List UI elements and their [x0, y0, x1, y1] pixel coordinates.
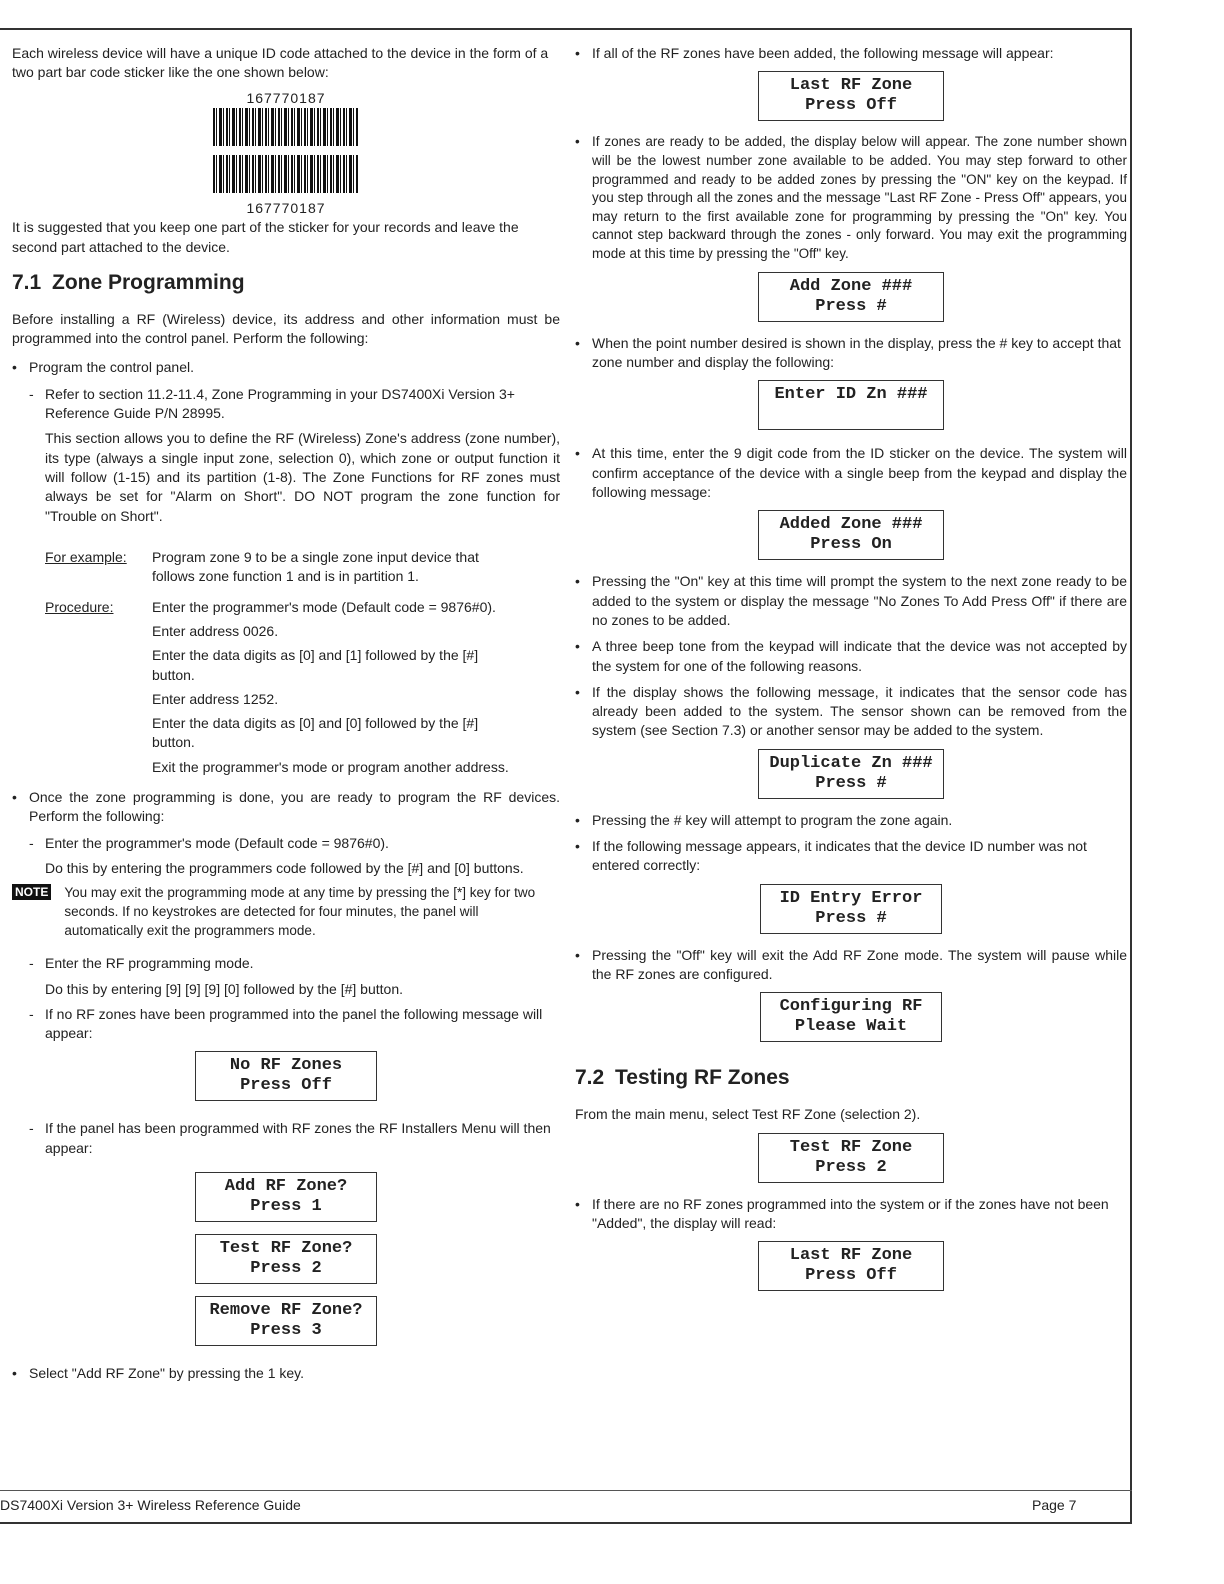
lcd-configuring: Configuring RF Please Wait	[760, 992, 942, 1042]
example-label: For example:	[45, 548, 127, 565]
section-heading-7-2	[575, 1064, 1127, 1093]
lcd-no-rf-zones: No RF Zones Press Off	[195, 1051, 377, 1101]
lcd-add-zone: Add Zone ### Press #	[758, 272, 944, 322]
procedure-step: Enter address 0026.	[152, 622, 279, 639]
page-frame-top	[0, 28, 1132, 30]
bullet-enter-code: • At this time, enter the 9 digit code from the ID sticker on the device. The system will confirm acceptance of the device with a single beep from the keypad and display the following message:	[575, 444, 1127, 502]
section-number: 7.2	[575, 1066, 605, 1090]
lcd-enter-id: Enter ID Zn ###	[758, 380, 944, 430]
lcd-added-zone: Added Zone ### Press On	[758, 510, 944, 560]
do-this-9990: Do this by entering [9] [9] [9] [0] followed by the [#] button.	[45, 980, 403, 997]
section-title: Testing RF Zones	[615, 1066, 790, 1090]
intro-paragraph: Each wireless device will have a unique ID code attached to the device in the form of a two part bar code sticker like the one shown below:	[12, 45, 549, 81]
lcd-test-rf-zone: Test RF Zone? Press 2	[195, 1234, 377, 1284]
do-this-code: Do this by entering the programmers code followed by the [#] and [0] buttons.	[45, 860, 524, 877]
bullet-three-beep: • A three beep tone from the keypad will indicate that the device was not accepted by the system for one of the following reasons.	[575, 637, 1127, 676]
footer-page-number: Page 7	[1032, 1497, 1077, 1513]
footer-rule	[0, 1490, 1132, 1491]
dash-enter-programmer: - Enter the programmer's mode (Default code = 9876#0).	[12, 834, 560, 853]
keep-part-paragraph: It is suggested that you keep one part of the sticker for your records and leave the second part attached to the device.	[12, 219, 519, 255]
bullet-id-error: • If the following message appears, it indicates that the device ID number was not entered correctly:	[575, 837, 1127, 876]
dash-refer: - Refer to section 11.2-11.4, Zone Programming in your DS7400Xi Version 3+ Reference Guide P/N 28995.	[12, 385, 560, 424]
procedure-step: Enter the data digits as [0] and [0] followed by the [#] button.	[152, 715, 479, 751]
lcd-add-rf-zone: Add RF Zone? Press 1	[195, 1172, 377, 1222]
bullet-once-done: • Once the zone programming is done, you are ready to program the RF devices. Perform the following:	[12, 788, 560, 827]
barcode-number-top: 167770187	[246, 89, 326, 106]
dash-rf-mode: - Enter the RF programming mode.	[12, 954, 560, 973]
section-heading-7-1	[12, 269, 560, 298]
bullet-all-added: • If all of the RF zones have been added, the following message will appear:	[575, 44, 1127, 63]
procedure-label: Procedure:	[45, 598, 114, 615]
note-badge: NOTE	[12, 884, 51, 900]
footer-title: DS7400Xi Version 3+ Wireless Reference Guide	[0, 1497, 301, 1513]
procedure-step: Exit the programmer's mode or program another address.	[152, 758, 509, 775]
lcd-id-entry-error: ID Entry Error Press #	[760, 884, 942, 934]
procedure-step: Enter the programmer's mode (Default code = 9876#0).	[152, 598, 496, 615]
barcode-bottom	[213, 155, 359, 193]
barcode-sticker	[12, 90, 560, 217]
lcd-test-rf-zone-2: Test RF Zone Press 2	[758, 1133, 944, 1183]
dash-no-rf: - If no RF zones have been programmed into the panel the following message will appear:	[12, 1005, 560, 1044]
bullet-duplicate: • If the display shows the following message, it indicates that the sensor code has already been added to the system. The sensor shown can be removed from the system (see Section 7.3) or another sensor may be added to the system.	[575, 683, 1127, 741]
bullet-zones-ready: • If zones are ready to be added, the display below will appear. The zone number shown will be the lowest number zone available to be added. You may step forward to other programmed and ready to be added zones by pressing the "ON" key on the keypad. If you step through all the zones and the message "Last RF Zone - Press Off" appears, you may return to the first available zone for programming by pressing the "On" key. You cannot step backward through the zones - only forward. You may exit the programming mode at this time by pressing the "Off" key.	[575, 133, 1127, 263]
example-row	[45, 548, 560, 592]
page-frame-right	[1130, 28, 1132, 1524]
note-text: You may exit the programming mode at any time by pressing the [*] key for two seconds. If no keystrokes are detected for four minutes, the panel will automatically exit the programmers mode.	[64, 885, 536, 938]
procedure-row	[45, 598, 560, 783]
test-intro: From the main menu, select Test RF Zone (selection 2).	[575, 1106, 921, 1123]
bullet-press-off: • Pressing the "Off" key will exit the Add RF Zone mode. The system will pause while the RF zones are configured.	[575, 946, 1127, 985]
page-frame-bottom	[0, 1522, 1132, 1524]
bullet-hash-again: • Pressing the # key will attempt to program the zone again.	[575, 811, 1127, 830]
section-title: Zone Programming	[52, 270, 245, 294]
section-intro: Before installing a RF (Wireless) device, its address and other information must be programmed into the control panel. Perform the following:	[12, 310, 560, 347]
barcode-top	[213, 108, 359, 146]
section-allows-paragraph: This section allows you to define the RF (Wireless) Zone's address (zone number), its type (always a single input zone, selection 0), which zone or output function it will follow (1-15) and its partition (1-8). The Zone Functions for RF zones must always be set for "Alarm on Short". DO NOT program the zone function for "Trouble on Short".	[45, 430, 560, 524]
note-block	[12, 884, 560, 940]
example-text: Program zone 9 to be a single zone input device that follows zone function 1 and is in partition 1.	[152, 548, 479, 585]
procedure-step: Enter address 1252.	[152, 690, 279, 707]
bullet-point-number: • When the point number desired is shown in the display, press the # key to accept that zone number and display the following:	[575, 334, 1127, 373]
lcd-last-rf-zone-2: Last RF Zone Press Off	[758, 1241, 944, 1291]
lcd-last-rf-zone: Last RF Zone Press Off	[758, 71, 944, 121]
barcode-number-bottom: 167770187	[246, 200, 326, 217]
bullet-no-zones: • If there are no RF zones programmed into the system or if the zones have not been "Added", the display will read:	[575, 1195, 1127, 1234]
bullet-select-add: • Select "Add RF Zone" by pressing the 1 key.	[12, 1364, 560, 1383]
procedure-step: Enter the data digits as [0] and [1] followed by the [#] button.	[152, 647, 479, 683]
right-column	[575, 44, 1127, 1303]
section-number: 7.1	[12, 270, 42, 294]
dash-installers-menu: - If the panel has been programmed with RF zones the RF Installers Menu will then appear:	[12, 1119, 560, 1158]
lcd-remove-rf-zone: Remove RF Zone? Press 3	[195, 1296, 377, 1346]
bullet-program-panel: • Program the control panel.	[12, 358, 560, 377]
bullet-press-on: • Pressing the "On" key at this time will prompt the system to the next zone ready to be added to the system or display the message "No Zones To Add Press Off" if there are no zones to be added.	[575, 572, 1127, 630]
left-column	[12, 44, 560, 1390]
lcd-duplicate-zone: Duplicate Zn ### Press #	[758, 749, 944, 799]
